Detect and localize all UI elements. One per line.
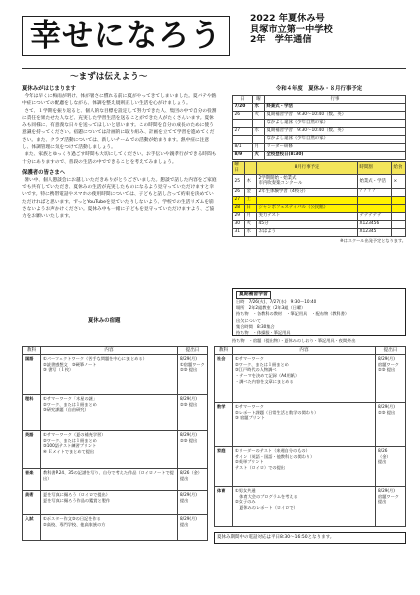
table-row: 入試 ①ポスター作文③の日記を作る ②高校、専門学校、他高家族の方 8/29(月) 提出 xyxy=(23,514,208,540)
intro-paragraph: さて、１学期を振り返ると、個人的な目標を設定して努力できた人、集団の中で自分の役割に責任を果たせた人など、充実した学習生活を送ることができた人がたくさんいます。夏休みも同様に、有意義な日々を送ってほしいと思います。この時間を自分の成長のために使う意識を持ってください。宿題については計画的に取り組み、計画を立てて学習を進めてください。また、クラブ活動については、新しいチームでの活動が始まります。熱中症に注意し、体調管理に気をつけて活動しましょう。 xyxy=(22,108,217,150)
intro-paragraph: 今年は早くに梅雨が明け、体が暑さに慣れる前に夏がやってきてしまいました。夏バテや熱中症についての配慮をしながら、体調を整え規則正しい生活を心がけましょう。 xyxy=(22,94,217,107)
table-row: 28 日 ジャンボフェスティバル（公民館） xyxy=(233,204,406,212)
schedule-heading: 令和４年度 夏休み・８月行事予定 xyxy=(275,86,363,92)
homework-table-right-wrap xyxy=(214,346,406,544)
schedule-table-august xyxy=(232,161,406,237)
summer-meeting-line: 出欠について xyxy=(236,317,262,323)
header-info xyxy=(250,14,333,46)
table-row: 音楽 教科書P.24、35の記譜を写り、自分で考えた作品（ロイロノートで提出） 8/26（金） 提出 xyxy=(23,468,208,490)
table-row: 25 木 2学期開始・始業式 市内吹奏楽コンクール 始業式・学活 × xyxy=(233,175,406,188)
intro-heading: 夏休みがはじまります xyxy=(22,86,76,92)
table-row: 26 金 2年生体験学習（4校分） ？？？？ xyxy=(233,188,406,196)
guardian-paragraph: 暑い中、個人懇談会にお越しいただきありがとうございました。懇談で話した内容をご家庭でも共有していただき、夏休みの生活が充実したものになるよう見守っていただけますと幸いです。特に携帯電話やスマホの使用時間については、子どもと話し合って約束を決めていただければと思います。ずっとYouTubeを見ていたりしないよう、学校での生活リズムを崩さないようお声かけください。夏休み中も一緒に子どもを見守っていただけますよう、ご協力をお願いいたします。 xyxy=(22,177,217,220)
header-rule xyxy=(22,68,406,69)
summer-meeting-line: 場所 2年2組教室（2年3組（日曜） xyxy=(236,305,306,311)
col-header: 曜 xyxy=(253,96,265,104)
schedule-table-july xyxy=(232,95,406,160)
summer-meeting-title: 夏期補習学習 xyxy=(236,291,271,299)
summer-meeting-line: 日時 7/26(火)、7/27(水) 9:30～10:40 xyxy=(236,299,317,305)
phone-notice: 夏休み期間中の電話対応は平日8:30～16:50となります。 xyxy=(214,532,406,544)
summer-meeting-line: 持ち物 ・宿題（提出物）・夏休みのしおり・筆記用具・夜間外出 xyxy=(232,338,356,343)
table-header-row: 曜日 8月行事予定 時間割 給食 xyxy=(233,161,406,174)
col-header: 行事 xyxy=(265,96,406,104)
title-box xyxy=(22,16,230,56)
left-column xyxy=(22,86,218,221)
summer-meeting-line: 持ち物 ・体操服・筆記用具 xyxy=(236,329,291,335)
table-row: 26 火 夏期補習学習 9:30～10:40（数、英） xyxy=(233,111,406,119)
table-row: なかよし遠泳（少年自然の家） xyxy=(233,135,406,143)
summer-meeting-line: 持ち物 ・各教科の教材 ・筆記用具 ・配布物（教科書） xyxy=(236,311,350,317)
homework-heading: 夏休みの宿題 xyxy=(88,318,121,324)
col-header: 内容 xyxy=(233,347,376,355)
summer-meeting-line: 集合時間 8:30集合 xyxy=(236,323,275,329)
table-row: 理科 ①サマーワーク「木星の謎」 ②ワーク、または１冊まとめ ③研究課題（自由研究） 8/29(月) ②③ 提出 xyxy=(23,394,208,430)
table-row: 国語 ①パーフェクトワーク（苦手な問題を中心にまとめる） ②読書感想文 ③硬筆ノート ③ 書写（１枚） 8/29(月) ①宿題ワーク ②③ 提出 xyxy=(23,354,208,394)
school-name: 貝塚市立第一中学校 xyxy=(250,23,333,35)
col-header: 教科 xyxy=(23,347,41,355)
table-row: 27 水 夏期補習学習 9:30～10:40（数、英） xyxy=(233,127,406,135)
table-row: 30 火 45分 X123456 xyxy=(233,220,406,228)
newsletter-title: 幸せになろう xyxy=(30,17,222,54)
table-row: 31 水 おはよう X12345 xyxy=(233,228,406,236)
table-row: 家庭 ①リーダーのテスト（来週自分のもの） サイン（英語・国語・他教科との関わり） ②英単プリント テスト（ロイロ）での提出 8/26 （金） 提出 xyxy=(215,446,406,486)
intro-paragraph: また、家族とゆっくり過ごす時間も大切にしてください。お手伝いや親孝行ができる時間も十分にありますので、普段の生活の中でできることを考えてみましょう。 xyxy=(22,152,217,165)
table-row: 体育 ①男女共通 体育大会のプログラムを考える ②女子のみ 夏休みのレポート（ロイロで） 8/29(月) 宿題ワーク 提出 xyxy=(215,486,406,526)
table-row: 27 土 xyxy=(233,196,406,204)
homework-table-left xyxy=(22,346,208,541)
col-header: 提出日 xyxy=(376,347,406,355)
table-row: 美術 夏を写真に撮ろう（ロイロで提出） 夏を写真に撮ろう作品の鑑賞と製作 8/29(月) 提出 xyxy=(23,490,208,514)
table-row: 数学 ①サマーワーク ②レポート課題（日常生活と数学の関わり） ③ 宿題プリント 8/29(月) ②③ 提出 xyxy=(215,402,406,446)
col-header: 日 xyxy=(233,96,253,104)
homework-table-left-wrap xyxy=(22,346,208,541)
schedule-section xyxy=(232,86,406,243)
guardian-heading: 保護者の皆さまへ xyxy=(22,169,66,176)
table-row: 7/20 水 終業式・学活 xyxy=(233,103,406,111)
table-row: 8/9 火 全校登校日(8:30) xyxy=(233,151,406,159)
table-row: 英語 ①サマーワーク（夏の補充学習） ②ワーク、または１冊まとめ ③100語テスト練習プリント ④ Ｅメイトでまとめて提出 8/29(月) ②③ 提出 xyxy=(23,430,208,468)
subtitle: ～まずは伝えよう～ xyxy=(70,72,148,82)
summer-meeting-box xyxy=(232,288,406,336)
grade-label: 2年 学年通信 xyxy=(250,34,312,46)
col-header: 提出日 xyxy=(178,347,208,355)
table-row: 29 月 実力テスト テテテテテ xyxy=(233,212,406,220)
issue-label: 2022 年夏休み号 xyxy=(250,13,325,24)
table-row: 8/1 月 リーダー研修 xyxy=(233,143,406,151)
schedule-note: ※はスクール出発予定となります。 xyxy=(340,237,406,243)
homework-table-right xyxy=(214,346,406,527)
table-row: 社会 ①サマーワーク ②ワーク、または１冊まとめ ③江戸時代の人物調べ ・テーマを決めて記録（A4用紙） ・調べた内容を文章にまとめる 8/29(月) 宿題ワーク ②③ 提出 xyxy=(215,354,406,402)
col-header: 内容 xyxy=(41,347,178,355)
table-row: なかよし遠泳（少年自然の家） xyxy=(233,119,406,127)
col-header: 教科 xyxy=(215,347,233,355)
